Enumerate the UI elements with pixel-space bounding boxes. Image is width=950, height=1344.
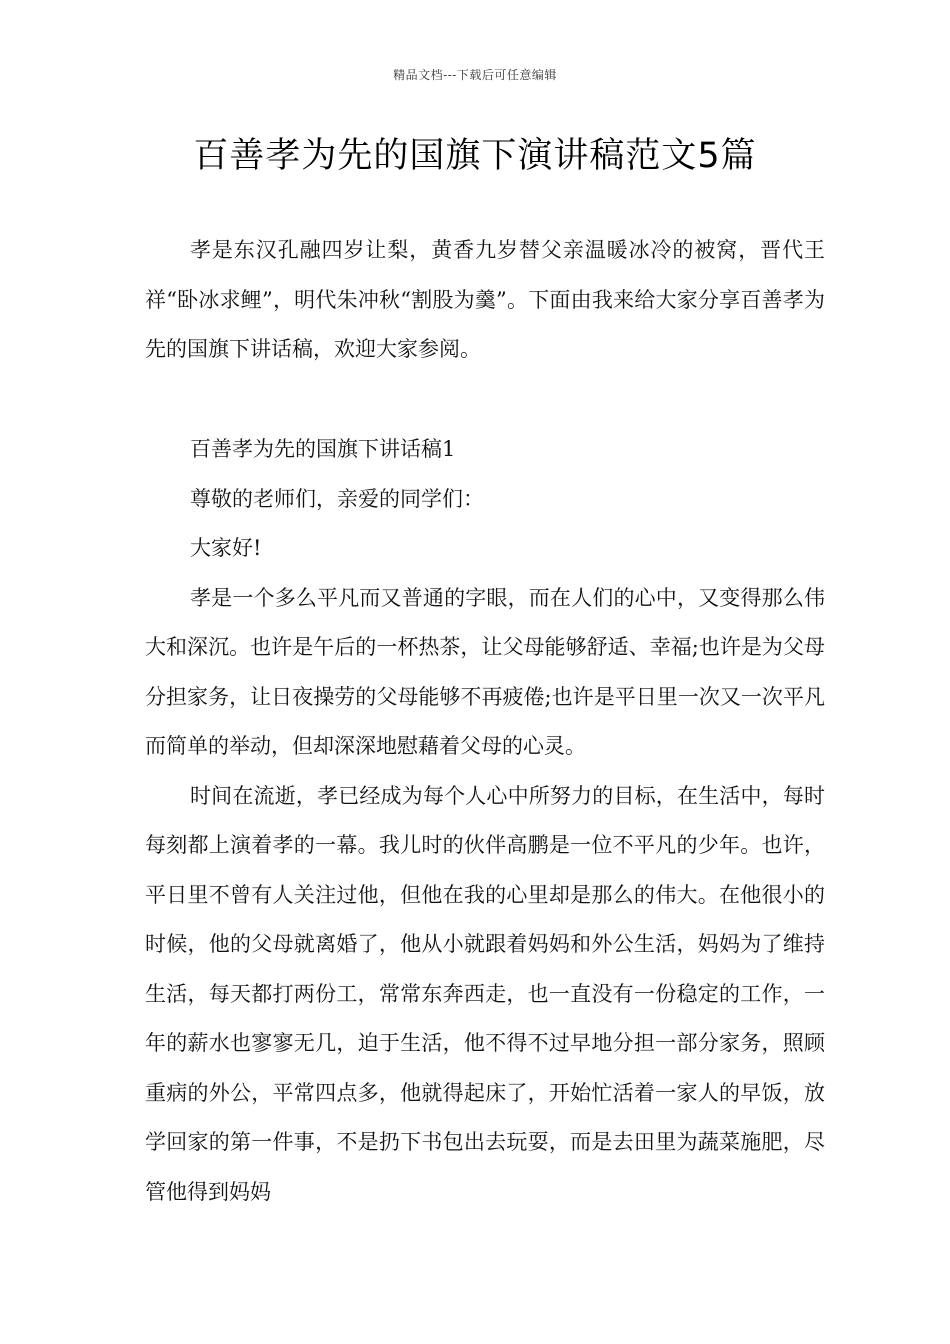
section-heading: 百善孝为先的国旗下讲话稿1 bbox=[190, 437, 456, 461]
salutation: 尊敬的老师们，亲爱的同学们： bbox=[190, 486, 484, 511]
header-note: 精品文档---下载后可任意编辑 bbox=[393, 68, 557, 82]
intro-section bbox=[145, 226, 825, 375]
intro-paragraph: 孝是东汉孔融四岁让梨，黄香九岁替父亲温暖冰冷的被窝，晋代王祥“卧冰求鲤”，明代朱冲秋“割股为羹”。下面由我来给大家分享百善孝为先的国旗下讲话稿，欢迎大家参阅。 bbox=[145, 238, 825, 361]
speech-section bbox=[145, 425, 825, 1217]
greeting: 大家好! bbox=[190, 536, 262, 560]
body-paragraph: 时间在流逝，孝已经成为每个人心中所努力的目标，在生活中，每时每刻都上演着孝的一幕。我儿时的伙伴高鹏是一位不平凡的少年。也许，平日里不曾有人关注过他，但他在我的心里却是那么的伟大。在他很小的时候，他的父母就离婚了，他从小就跟着妈妈和外公生活，妈妈为了维持生活，每天都打两份工，常常东奔西走，也一直没有一份稳定的工作，一年的薪水也寥寥无几，迫于生活，他不得不过早地分担一部分家务，照顾重病的外公，平常四点多，他就得起床了，开始忙活着一家人的早饭，放学回家的第一件事，不是扔下书包出去玩耍，而是去田里为蔬菜施肥，尽管他得到妈妈 bbox=[145, 783, 825, 1204]
body-paragraph: 孝是一个多么平凡而又普通的字眼，而在人们的心中，又变得那么伟大和深沉。也许是午后的一杯热茶，让父母能够舒适、幸福;也许是为父母分担家务，让日夜操劳的父母能够不再疲倦;也许是平日里一次又一次平凡而简单的举动，但却深深地慰藉着父母的心灵。 bbox=[145, 585, 825, 758]
document-title: 百善孝为先的国旗下演讲稿范文5篇 bbox=[193, 136, 757, 176]
